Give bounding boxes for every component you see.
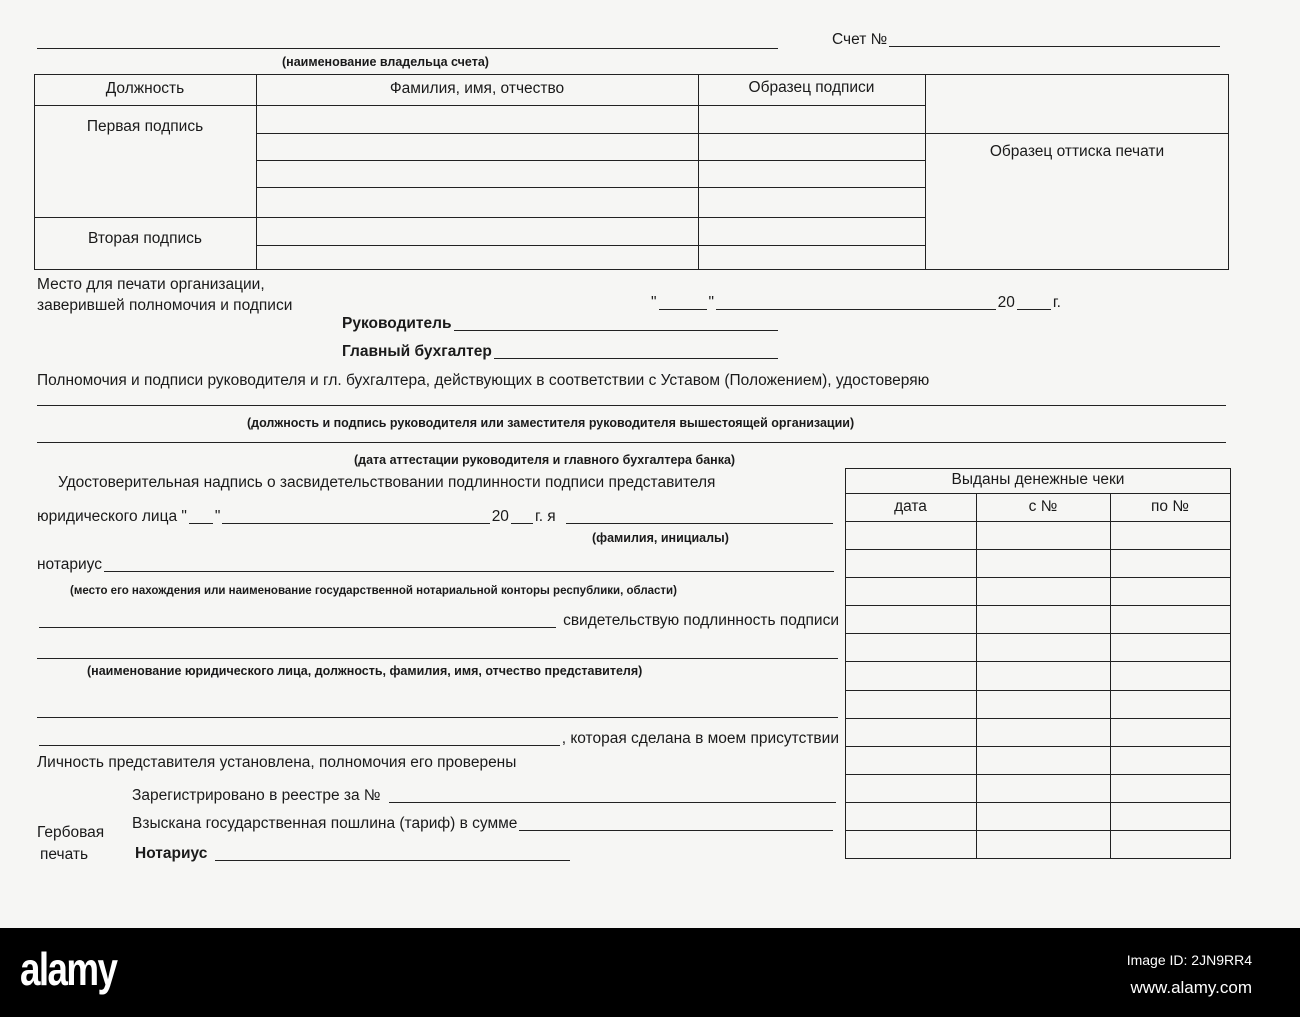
image-id: Image ID: 2JN9RR4 bbox=[1126, 952, 1252, 968]
notary-sign-label: Нотариус bbox=[135, 845, 208, 862]
owner-name-line[interactable] bbox=[37, 48, 778, 49]
witness-line[interactable] bbox=[39, 627, 556, 628]
presence-text: , которая сделана в моем присутствии bbox=[561, 730, 839, 747]
checks-cell[interactable] bbox=[976, 718, 1110, 746]
col-name-header: Фамилия, имя, отчество bbox=[389, 80, 565, 97]
site-url: www.alamy.com bbox=[1130, 978, 1252, 997]
checks-cell[interactable] bbox=[845, 802, 976, 830]
notary-name-line[interactable] bbox=[566, 523, 833, 524]
checks-cell[interactable] bbox=[1110, 633, 1230, 661]
checks-cell[interactable] bbox=[845, 774, 976, 802]
attestation-date-line[interactable] bbox=[37, 442, 1226, 443]
checks-cell[interactable] bbox=[845, 521, 976, 549]
stamp-sample-label: Образец оттиска печати bbox=[989, 143, 1165, 160]
checks-cell[interactable] bbox=[1110, 718, 1230, 746]
registered-row bbox=[132, 787, 838, 805]
col-to-header: по № bbox=[1151, 498, 1189, 515]
presence-line[interactable] bbox=[39, 745, 560, 746]
alamy-logo: alamy bbox=[20, 943, 117, 995]
watermark-bar bbox=[0, 928, 1300, 1017]
certify-text: Полномочия и подписи руководителя и гл. бухгалтера, действующих в соответствии с Уставом (Положением), удостоверяю bbox=[37, 372, 930, 389]
first-signature-label: Первая подпись bbox=[86, 118, 204, 135]
caption-location: (место его нахождения или наименование государственной нотариальной конторы республики, области) bbox=[70, 585, 677, 597]
caption-superior: (должность и подпись руководителя или заместителя руководителя вышестоящей организации) bbox=[247, 416, 855, 430]
checks-cell[interactable] bbox=[845, 690, 976, 718]
checks-cell[interactable] bbox=[976, 633, 1110, 661]
checks-cell[interactable] bbox=[845, 661, 976, 689]
checks-cell[interactable] bbox=[976, 605, 1110, 633]
checks-cell[interactable] bbox=[1110, 521, 1230, 549]
date-month-line[interactable] bbox=[716, 309, 996, 310]
representative-line-2[interactable] bbox=[37, 717, 838, 718]
superior-signature-line[interactable] bbox=[37, 405, 1226, 406]
caption-attestation: (дата аттестации руководителя и главного бухгалтера банка) bbox=[354, 453, 736, 467]
notary-year-prefix: 20 bbox=[491, 508, 509, 525]
checks-cell[interactable] bbox=[845, 549, 976, 577]
checks-cell[interactable] bbox=[1110, 605, 1230, 633]
checks-cell[interactable] bbox=[976, 746, 1110, 774]
duty-row bbox=[132, 815, 835, 833]
notary-day-line[interactable] bbox=[189, 523, 213, 524]
account-row bbox=[832, 31, 1222, 49]
checks-cell[interactable] bbox=[1110, 830, 1230, 858]
year-suffix: г. bbox=[1052, 294, 1061, 311]
notary-year-suffix: г. я bbox=[534, 508, 556, 525]
legal-entity-label: юридического лица " bbox=[37, 508, 187, 525]
chief-accountant-signature-line[interactable] bbox=[494, 358, 778, 359]
checks-cell[interactable] bbox=[1110, 549, 1230, 577]
notary-year-line[interactable] bbox=[511, 523, 533, 524]
director-signature-line[interactable] bbox=[454, 330, 778, 331]
registered-label: Зарегистрировано в реестре за № bbox=[132, 787, 381, 804]
seal-label-line2: печать bbox=[40, 846, 89, 863]
notary-sign-row bbox=[135, 845, 572, 863]
org-date-row bbox=[651, 294, 1061, 312]
stamp-place-line1: Место для печати организации, bbox=[37, 276, 265, 293]
checks-cell[interactable] bbox=[1110, 774, 1230, 802]
notary-month-line[interactable] bbox=[222, 523, 489, 524]
witness-row bbox=[37, 612, 839, 630]
legal-entity-row bbox=[37, 508, 835, 526]
checks-cell[interactable] bbox=[1110, 746, 1230, 774]
checks-cell[interactable] bbox=[845, 830, 976, 858]
date-day-line[interactable] bbox=[659, 309, 707, 310]
stamp-place-line2: заверившей полномочия и подписи bbox=[37, 297, 293, 314]
caption-representative: (наименование юридического лица, должность, фамилия, имя, отчество представителя) bbox=[87, 664, 643, 678]
checks-cell[interactable] bbox=[845, 605, 976, 633]
witness-text: свидетельствую подлинность подписи bbox=[563, 612, 839, 629]
checks-cell[interactable] bbox=[976, 521, 1110, 549]
caption-name: (фамилия, инициалы) bbox=[592, 531, 729, 545]
checks-cell[interactable] bbox=[976, 690, 1110, 718]
date-year-line[interactable] bbox=[1017, 309, 1051, 310]
representative-line[interactable] bbox=[37, 658, 838, 659]
chief-accountant-row bbox=[342, 343, 780, 361]
notary-intro: Удостоверительная надпись о засвидетельствовании подлинности подписи представителя bbox=[58, 474, 716, 491]
duty-amount-line[interactable] bbox=[519, 830, 833, 831]
checks-cell[interactable] bbox=[976, 830, 1110, 858]
notary-label: нотариус bbox=[37, 556, 102, 573]
presence-row bbox=[37, 730, 839, 748]
second-signature-label: Вторая подпись bbox=[88, 230, 202, 247]
account-label: Счет № bbox=[832, 31, 888, 48]
chief-accountant-label: Главный бухгалтер bbox=[342, 343, 492, 360]
checks-cell[interactable] bbox=[845, 577, 976, 605]
checks-cell[interactable] bbox=[976, 661, 1110, 689]
checks-cell[interactable] bbox=[976, 577, 1110, 605]
notary-location-line[interactable] bbox=[104, 571, 834, 572]
checks-cell[interactable] bbox=[976, 802, 1110, 830]
checks-cell[interactable] bbox=[976, 549, 1110, 577]
checks-cell[interactable] bbox=[1110, 661, 1230, 689]
date-quote-close: " bbox=[708, 294, 715, 311]
registry-number-line[interactable] bbox=[389, 802, 836, 803]
notary-row bbox=[37, 556, 836, 574]
checks-cell[interactable] bbox=[976, 774, 1110, 802]
seal-label-line1: Гербовая bbox=[37, 824, 105, 841]
checks-cell[interactable] bbox=[1110, 577, 1230, 605]
notary-signature-line[interactable] bbox=[215, 860, 570, 861]
checks-cell[interactable] bbox=[845, 746, 976, 774]
director-row bbox=[342, 315, 780, 333]
account-number-line[interactable] bbox=[889, 46, 1220, 47]
owner-caption: (наименование владельца счета) bbox=[282, 55, 489, 69]
col-date-header: дата bbox=[894, 498, 927, 515]
checks-title: Выданы денежные чеки bbox=[951, 471, 1125, 488]
col-from-header: с № bbox=[1028, 498, 1058, 515]
col-position-header: Должность bbox=[105, 80, 185, 97]
duty-label: Взыскана государственная пошлина (тариф) в сумме bbox=[132, 815, 518, 832]
checks-cell[interactable] bbox=[845, 633, 976, 661]
notary-quote-close: " bbox=[214, 508, 221, 525]
year-prefix: 20 bbox=[997, 294, 1015, 311]
date-quote-open: " bbox=[651, 294, 657, 311]
checks-cell[interactable] bbox=[1110, 802, 1230, 830]
director-label: Руководитель bbox=[342, 315, 452, 332]
col-sample-header: Образец подписи bbox=[748, 79, 875, 96]
identity-text: Личность представителя установлена, полномочия его проверены bbox=[37, 754, 517, 771]
checks-cell[interactable] bbox=[845, 718, 976, 746]
checks-cell[interactable] bbox=[1110, 690, 1230, 718]
